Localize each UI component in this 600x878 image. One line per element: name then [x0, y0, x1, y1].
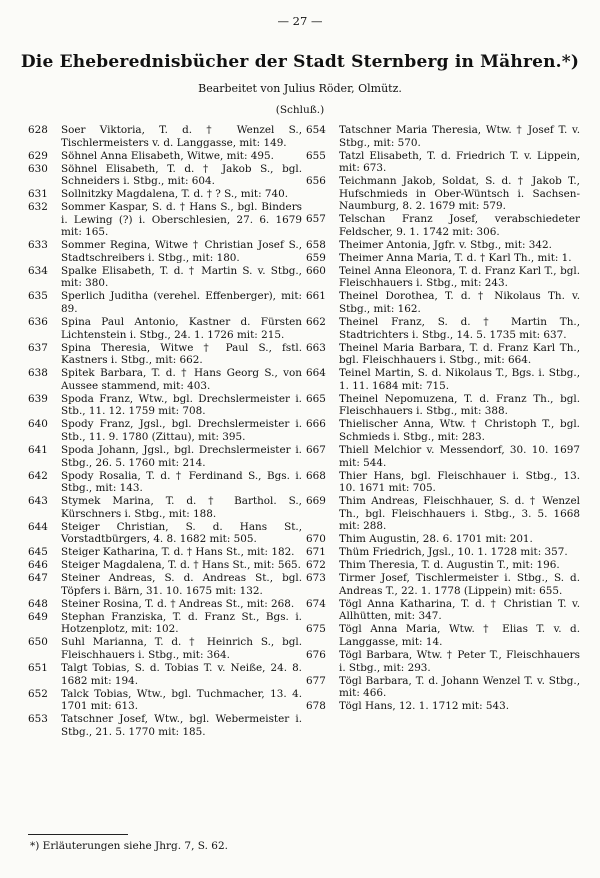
register-entry	[28, 163, 302, 188]
entry-text: Stymek Marina, T. d. † Barthol. S., Kürschners i. Stbg., mit: 188.	[61, 495, 302, 520]
entry-number: 665	[306, 392, 326, 405]
register-entry	[28, 150, 302, 163]
entry-text: Spoda Franz, Wtw., bgl. Drechslermeister i. Stb., 11. 12. 1759 mit: 708.	[61, 392, 302, 418]
conclusion-marker: (Schluß.)	[275, 104, 325, 116]
entry-text: Theinel Nepomuzena, T. d. Franz Th., bgl. Fleischhauers i. Stbg., mit: 388.	[339, 392, 580, 418]
entry-number: 629	[28, 149, 48, 162]
register-entry	[306, 175, 580, 213]
entry-text: Teinel Anna Eleonora, T. d. Franz Karl T., bgl. Fleischhauers i. Stbg., mit: 243.	[339, 264, 580, 290]
entry-number: 676	[306, 648, 326, 661]
footnote-divider	[28, 834, 128, 835]
register-entry	[28, 572, 302, 597]
entry-text: Talgt Tobias, S. d. Tobias T. v. Neiße, 24. 8. 1682 mit: 194.	[61, 661, 302, 687]
entry-number: 672	[306, 559, 326, 572]
entry-text: Thim Andreas, Fleischhauer, S. d. † Wenzel Th., bgl. Fleischhauers i. Stbg., 3. 5. 1668 mit: 288.	[339, 495, 580, 533]
entry-text: Thüm Friedrich, Jgsl., 10. 1. 1728 mit: 357.	[339, 546, 568, 559]
entry-text: Spina Paul Antonio, Kastner d. Fürsten Lichtenstein i. Stbg., 24. 1. 1726 mit: 215.	[61, 316, 302, 341]
register-entry	[306, 470, 580, 495]
register-entry	[28, 611, 302, 636]
entry-text: Sommer Kaspar, S. d. † Hans S., bgl. Binders i. Lewing (?) i. Oberschlesien, 27. 6. 1679 mit: 165.	[61, 201, 302, 239]
register-entry	[28, 188, 302, 201]
register-entry	[306, 572, 580, 597]
register-entry	[28, 124, 302, 149]
register-entry	[28, 393, 302, 418]
entry-text: Spody Franz, Jgsl., bgl. Drechslermeister i. Stb., 11. 9. 1780 (Zittau), mit: 395.	[61, 418, 302, 443]
entry-text: Tirmer Josef, Tischlermeister i. Stbg., S. d. Andreas T., 22. 1. 1778 (Lippein) mit: 655.	[339, 572, 580, 597]
entry-text: Theimer Antonia, Jgfr. v. Stbg., mit: 342.	[339, 238, 552, 251]
entry-text: Steiner Andreas, S. d. Andreas St., bgl. Töpfers i. Bärn, 31. 10. 1675 mit: 132.	[61, 572, 302, 597]
entry-number: 671	[306, 546, 326, 559]
entry-number: 668	[306, 469, 326, 482]
entry-number: 656	[306, 175, 326, 188]
entry-number: 660	[306, 264, 326, 277]
entry-number: 631	[28, 188, 48, 201]
entry-text: Spody Rosalia, T. d. † Ferdinand S., Bgs. i. Stbg., mit: 143.	[61, 469, 302, 495]
register-entry	[306, 342, 580, 367]
entry-text: Steiger Christian, S. d. Hans St., Vorstadtbürgers, 4. 8. 1682 mit: 505.	[61, 520, 302, 546]
entry-number: 650	[28, 636, 48, 649]
entry-text: Theinel Franz, S. d. † Martin Th., Stadtrichters i. Stbg., 14. 5. 1735 mit: 637.	[339, 316, 580, 341]
register-entry	[28, 662, 302, 687]
byline: Bearbeitet von Julius Röder, Olmütz.	[198, 82, 402, 95]
entry-number: 633	[28, 239, 48, 252]
entry-text: Stephan Franziska, T. d. Franz St., Bgs. i. Hotzenplotz, mit: 102.	[61, 610, 302, 636]
entry-number: 658	[306, 238, 326, 251]
register-entry	[306, 213, 580, 238]
entry-number: 675	[306, 623, 326, 636]
entry-text: Sperlich Juditha (verehel. Effenberger), mit: 89.	[61, 290, 302, 316]
footnote: *) Erläuterungen siehe Jhrg. 7, S. 62.	[30, 840, 228, 852]
entry-text: Soer Viktoria, T. d. † Wenzel S., Tischlermeisters v. d. Langgasse, mit: 149.	[61, 124, 302, 149]
register-entry	[306, 252, 580, 265]
entry-text: Tögl Hans, 12. 1. 1712 mit: 543.	[339, 700, 510, 713]
entry-number: 661	[306, 290, 326, 303]
register-entry	[28, 290, 302, 315]
entry-number: 663	[306, 341, 326, 354]
entry-text: Tatzl Elisabeth, T. d. Friedrich T. v. Lippein, mit: 673.	[339, 149, 580, 175]
entry-text: Tatschner Josef, Wtw., bgl. Webermeister i. Stbg., 21. 5. 1770 mit: 185.	[61, 713, 302, 738]
entry-text: Thim Theresia, T. d. Augustin T., mit: 196.	[339, 559, 560, 572]
entry-text: Suhl Marianna, T. d. † Heinrich S., bgl. Fleischhauers i. Stbg., mit: 364.	[61, 636, 302, 661]
entry-number: 670	[306, 533, 326, 546]
entry-number: 640	[28, 418, 48, 431]
entry-number: 645	[28, 546, 48, 559]
entry-text: Tatschner Maria Theresia, Wtw. † Josef T. v. Stbg., mit: 570.	[339, 124, 580, 149]
entry-text: Spalke Elisabeth, T. d. † Martin S. v. Stbg., mit: 380.	[61, 264, 302, 290]
entry-number: 632	[28, 201, 48, 214]
register-entry	[28, 265, 302, 290]
entry-text: Tögl Anna Katharina, T. d. † Christian T. v. Allhütten, mit: 347.	[339, 597, 580, 623]
right-column	[306, 124, 580, 713]
register-entry	[28, 367, 302, 392]
entry-text: Steiger Katharina, T. d. † Hans St., mit: 182.	[61, 546, 295, 559]
register-entry	[306, 598, 580, 623]
entry-number: 639	[28, 392, 48, 405]
register-entry	[306, 393, 580, 418]
register-entry	[28, 418, 302, 443]
entry-number: 648	[28, 597, 48, 610]
entry-number: 634	[28, 264, 48, 277]
entry-number: 644	[28, 520, 48, 533]
entry-text: Spina Theresia, Witwe † Paul S., fstl. Kastners i. Stbg., mit: 662.	[61, 341, 302, 367]
entry-text: Teichmann Jakob, Soldat, S. d. † Jakob T., Hufschmieds in Ober-Wüntsch i. Sachsen-Naumburg, 8. 2. 1679 mit: 579.	[339, 175, 580, 213]
entry-text: Steiger Magdalena, T. d. † Hans St., mit: 565.	[61, 559, 301, 572]
register-entry	[306, 290, 580, 315]
register-entry	[28, 559, 302, 572]
entry-text: Sommer Regina, Witwe † Christian Josef S., Stadtschreibers i. Stbg., mit: 180.	[61, 239, 302, 264]
entry-number: 630	[28, 162, 48, 175]
left-column	[28, 124, 302, 739]
entry-number: 628	[28, 124, 48, 136]
register-entry	[28, 546, 302, 559]
entry-text: Tögl Barbara, Wtw. † Peter T., Fleischhauers i. Stbg., mit: 293.	[339, 648, 580, 674]
entry-number: 673	[306, 572, 326, 585]
entry-number: 635	[28, 290, 48, 303]
entry-number: 674	[306, 597, 326, 610]
entry-text: Teinel Martin, S. d. Nikolaus T., Bgs. i. Stbg., 1. 11. 1684 mit: 715.	[339, 367, 580, 392]
entry-number: 659	[306, 251, 326, 264]
entry-number: 643	[28, 495, 48, 508]
entry-number: 677	[306, 674, 326, 687]
entry-number: 667	[306, 443, 326, 456]
entry-number: 666	[306, 418, 326, 431]
entry-text: Söhnel Elisabeth, T. d. † Jakob S., bgl. Schneiders i. Stbg., mit: 604.	[61, 162, 302, 188]
register-entry	[306, 239, 580, 252]
entry-number: 651	[28, 661, 48, 674]
entry-number: 664	[306, 367, 326, 380]
register-entry	[306, 495, 580, 533]
entry-text: Thielischer Anna, Wtw. † Christoph T., bgl. Schmieds i. Stbg., mit: 283.	[339, 418, 580, 443]
register-entry	[28, 636, 302, 661]
register-entry	[306, 367, 580, 392]
entry-number: 647	[28, 572, 48, 585]
page-title: Die Eheberednisbücher der Stadt Sternberg in Mähren.*)	[20, 52, 580, 72]
register-entry	[306, 546, 580, 559]
register-entry	[28, 598, 302, 611]
register-entry	[306, 418, 580, 443]
register-entry	[28, 444, 302, 469]
entry-number: 662	[306, 316, 326, 329]
entry-number: 654	[306, 124, 326, 136]
register-entry	[306, 649, 580, 674]
entry-number: 641	[28, 443, 48, 456]
entry-number: 655	[306, 149, 326, 162]
register-entry	[28, 495, 302, 520]
register-entry	[306, 316, 580, 341]
register-entry	[306, 700, 580, 713]
entry-number: 653	[28, 713, 48, 726]
entry-text: Thier Hans, bgl. Fleischhauer i. Stbg., 13. 10. 1671 mit: 705.	[339, 469, 580, 495]
entry-text: Telschan Franz Josef, verabschiedeter Feldscher, 9. 1. 1742 mit: 306.	[339, 213, 580, 238]
entry-text: Theimer Anna Maria, T. d. † Karl Th., mit: 1.	[339, 251, 572, 264]
entry-text: Theinel Dorothea, T. d. † Nikolaus Th. v. Stbg., mit: 162.	[339, 290, 580, 316]
entry-text: Thim Augustin, 28. 6. 1701 mit: 201.	[339, 533, 533, 546]
register-entry	[306, 533, 580, 546]
register-entry	[28, 342, 302, 367]
register-entry	[306, 124, 580, 149]
page-number: — 27 —	[277, 14, 323, 28]
register-entry	[28, 316, 302, 341]
entry-text: Tögl Anna Maria, Wtw. † Elias T. v. d. Langgasse, mit: 14.	[339, 623, 580, 648]
register-entry	[306, 675, 580, 700]
register-entry	[306, 150, 580, 175]
entry-text: Spitek Barbara, T. d. † Hans Georg S., von Aussee stammend, mit: 403.	[61, 367, 302, 392]
register-entry	[306, 559, 580, 572]
entry-number: 652	[28, 687, 48, 700]
entry-text: Söhnel Anna Elisabeth, Witwe, mit: 495.	[61, 149, 274, 162]
entry-number: 657	[306, 213, 326, 226]
entry-number: 637	[28, 341, 48, 354]
entry-number: 678	[306, 700, 326, 713]
register-entry	[28, 521, 302, 546]
entry-text: Talck Tobias, Wtw., bgl. Tuchmacher, 13. 4. 1701 mit: 613.	[61, 687, 302, 713]
entry-number: 642	[28, 469, 48, 482]
entry-text: Steiner Rosina, T. d. † Andreas St., mit: 268.	[61, 597, 295, 610]
entry-number: 646	[28, 559, 48, 572]
entry-text: Tögl Barbara, T. d. Johann Wenzel T. v. Stbg., mit: 466.	[339, 674, 580, 700]
register-entry	[28, 239, 302, 264]
register-entry	[306, 623, 580, 648]
entry-text: Thiell Melchior v. Messendorf, 30. 10. 1697 mit: 544.	[339, 443, 580, 469]
entry-number: 638	[28, 367, 48, 380]
entry-number: 649	[28, 610, 48, 623]
register-entry	[28, 713, 302, 738]
register-entry	[306, 265, 580, 290]
register-entry	[28, 470, 302, 495]
entry-number: 636	[28, 316, 48, 329]
entry-text: Theinel Maria Barbara, T. d. Franz Karl Th., bgl. Fleischhauers i. Stbg., mit: 664.	[339, 341, 580, 367]
register-entry	[28, 688, 302, 713]
entry-text: Sollnitzky Magdalena, T. d. † ? S., mit: 740.	[61, 188, 289, 201]
entry-text: Spoda Johann, Jgsl., bgl. Drechslermeister i. Stbg., 26. 5. 1760 mit: 214.	[61, 443, 302, 469]
register-entry	[306, 444, 580, 469]
entry-number: 669	[306, 495, 326, 508]
register-entry	[28, 201, 302, 239]
